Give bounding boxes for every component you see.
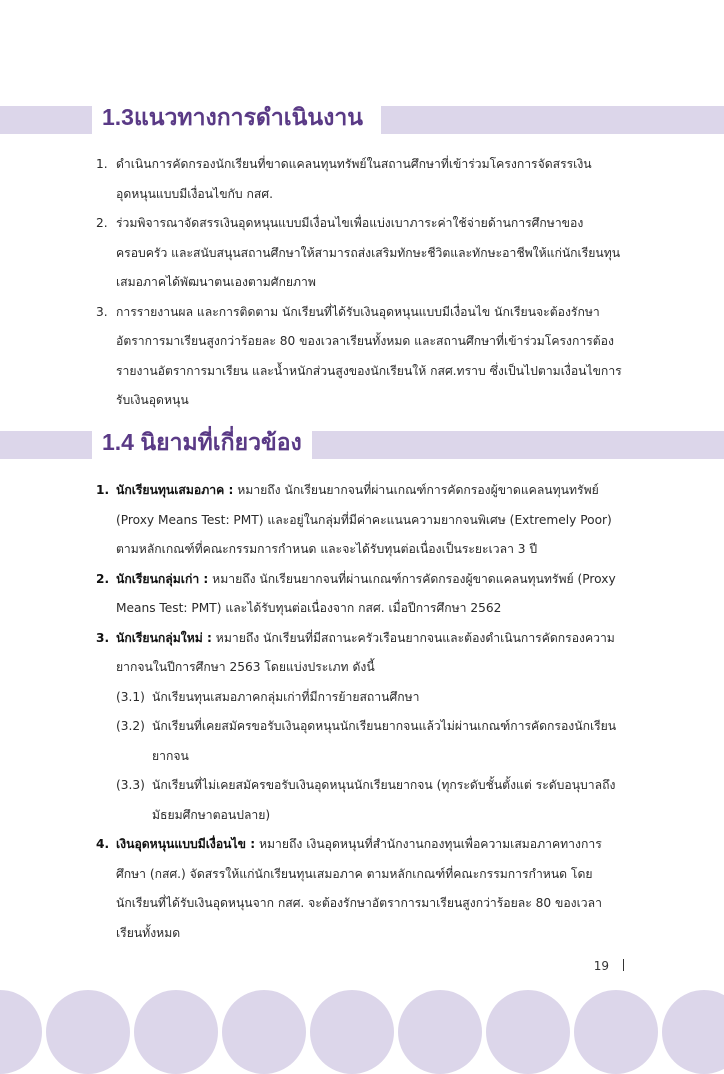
decorative-circle [222, 990, 306, 1074]
definition-text: หมายถึง นักเรียนที่มีสถานะครัวเรือนยากจนและต้องดำเนินการคัดกรองความยากจนในปีการศึกษา 2563 โดยแบ่งประเภท ดังนี้ [116, 630, 615, 674]
decorative-circle [486, 990, 570, 1074]
header-band-left [0, 431, 92, 459]
section-1-3-body [96, 150, 628, 416]
page-number: 19 [594, 959, 624, 973]
header-band-right [312, 431, 724, 459]
section-1-3-header [0, 106, 724, 134]
sub-list-item: (3.1) นักเรียนทุนเสมอภาคกลุ่มเก่าที่มีการย้ายสถานศึกษา [116, 689, 420, 704]
definition-text: หมายถึง นักเรียนยากจนที่ผ่านเกณฑ์การคัดกรองผู้ขาดแคลนทุนทรัพย์ (Proxy Means Test: PMT) และได้รับทุนต่อเนื่องจาก กสศ. เมื่อปีการศึกษา 2562 [116, 571, 616, 615]
decorative-circle [134, 990, 218, 1074]
section-1-3-list [96, 150, 628, 416]
sub-list-item: (3.3) นักเรียนที่ไม่เคยสมัครขอรับเงินอุดหนุนนักเรียนยากจน (ทุกระดับชั้นตั้งแต่ ระดับอนุบาลถึง มัธยมศึกษาตอนปลาย) [116, 778, 616, 822]
definition-item: 4. เงินอุดหนุนแบบมีเงื่อนไข : หมายถึง เงินอุดหนุนที่สำนักงานกองทุนเพื่อความเสมอภาคทางการศึกษา (กสศ.) จัดสรรให้แก่นักเรียนทุนเสมอภาค ตามหลักเกณฑ์ที่คณะกรรมการกำหนด โดยนักเรียนที่ได้รับเงินอุดหนุนจาก กสศ. จะต้องรักษาอัตราการมาเรียนสูงกว่าร้อยละ 80 ของเวลาเรียนทั้งหมด [96, 837, 602, 940]
header-band-left [0, 106, 92, 134]
definition-text: หมายถึง เงินอุดหนุนที่สำนักงานกองทุนเพื่อความเสมอภาคทางการศึกษา (กสศ.) จัดสรรให้แก่นักเรียนทุนเสมอภาค ตามหลักเกณฑ์ที่คณะกรรมการกำหนด โดยนักเรียนที่ได้รับเงินอุดหนุนจาก กสศ. จะต้องรักษาอัตราการมาเรียนสูงกว่าร้อยละ 80 ของเวลาเรียนทั้งหมด [116, 837, 602, 940]
decorative-circle [574, 990, 658, 1074]
section-1-4-title: 1.4 นิยามที่เกี่ยวข้อง [94, 423, 310, 461]
sub-list-item: (3.2) นักเรียนที่เคยสมัครขอรับเงินอุดหนุนนักเรียนยากจนแล้วไม่ผ่านเกณฑ์การคัดกรองนักเรียนยากจน [116, 719, 617, 763]
page-number-divider [623, 959, 624, 971]
definition-text: หมายถึง นักเรียนยากจนที่ผ่านเกณฑ์การคัดกรองผู้ขาดแคลนทุนทรัพย์ (Proxy Means Test: PMT) และอยู่ในกลุ่มที่มีค่าคะแนนความยากจนพิเศษ (Extremely Poor) ตามหลักเกณฑ์ที่คณะกรรมการกำหนด และจะได้รับทุนต่อเนื่องเป็นระยะเวลา 3 ปี [116, 483, 612, 556]
list-item: 1. ดำเนินการคัดกรองนักเรียนที่ขาดแคลนทุนทรัพย์ในสถานศึกษาที่เข้าร่วมโครงการจัดสรรเงินอุดหนุนแบบมีเงื่อนไขกับ กสศ. [96, 157, 592, 201]
decorative-circle [310, 990, 394, 1074]
decorative-circle [398, 990, 482, 1074]
definition-term: นักเรียนกลุ่มใหม่ : [116, 630, 212, 645]
definition-term: นักเรียนทุนเสมอภาค : [116, 483, 234, 497]
list-item: 2. ร่วมพิจารณาจัดสรรเงินอุดหนุนแบบมีเงื่อนไขเพื่อแบ่งเบาภาระค่าใช้จ่ายด้านการศึกษาของครอบครัว และสนับสนุนสถานศึกษาให้สามารถส่งเสริมทักษะชีวิตและทักษะอาชีพให้แก่นักเรียนทุนเสมอภาคได้พัฒนาตนเองตามศักยภาพ [96, 216, 621, 289]
definition-term: นักเรียนกลุ่มเก่า : [116, 571, 209, 586]
decorative-circle [662, 990, 724, 1074]
decorative-circle [46, 990, 130, 1074]
list-item: 3. การรายงานผล และการติดตาม นักเรียนที่ได้รับเงินอุดหนุนแบบมีเงื่อนไข นักเรียนจะต้องรักษาอัตราการมาเรียนสูงกว่าร้อยละ 80 ของเวลาเรียนทั้งหมด และสถานศึกษาที่เข้าร่วมโครงการต้องรายงานอัตราการมาเรียน และน้ำหนักส่วนสูงของนักเรียนให้ กสศ.ทราบ ซึ่งเป็นไปตามเงื่อนไขการรับเงินอุดหนุน [96, 304, 622, 407]
definition-item: 1. นักเรียนทุนเสมอภาค : หมายถึง นักเรียนยากจนที่ผ่านเกณฑ์การคัดกรองผู้ขาดแคลนทุนทรัพย์ (Proxy Means Test: PMT) และอยู่ในกลุ่มที่มีค่าคะแนนความยากจนพิเศษ (Extremely Poor) ตามหลักเกณฑ์ที่คณะกรรมการกำหนด และจะได้รับทุนต่อเนื่องเป็นระยะเวลา 3 ปี [96, 483, 612, 556]
section-1-3-title: 1.3แนวทางการดำเนินงาน [94, 98, 371, 136]
decorative-circle [0, 990, 42, 1074]
section-1-4-header [0, 431, 724, 459]
definition-term: เงินอุดหนุนแบบมีเงื่อนไข : [116, 837, 256, 851]
section-1-4-body [96, 476, 628, 948]
definition-item: 2. นักเรียนกลุ่มเก่า : หมายถึง นักเรียนยากจนที่ผ่านเกณฑ์การคัดกรองผู้ขาดแคลนทุนทรัพย์ (Proxy Means Test: PMT) และได้รับทุนต่อเนื่องจาก กสศ. เมื่อปีการศึกษา 2562 [96, 571, 616, 615]
header-band-right [381, 106, 724, 134]
definition-item: 3. นักเรียนกลุ่มใหม่ : หมายถึง นักเรียนที่มีสถานะครัวเรือนยากจนและต้องดำเนินการคัดกรองความยากจนในปีการศึกษา 2563 โดยแบ่งประเภท ดังนี้ [96, 630, 615, 674]
definitions-list [96, 476, 628, 948]
